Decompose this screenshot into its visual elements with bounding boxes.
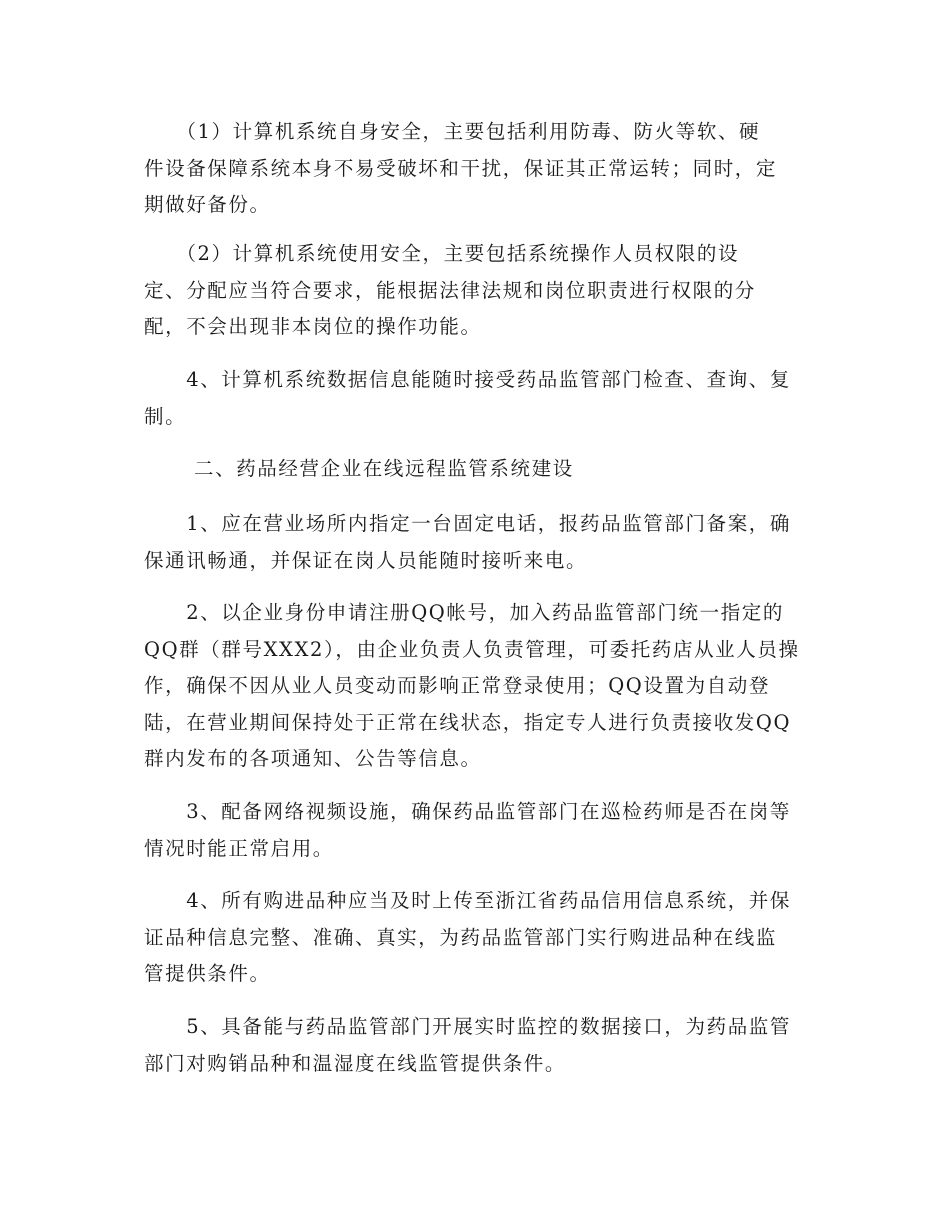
section-heading xyxy=(144,451,809,488)
text-line: 管提供条件。 xyxy=(144,962,271,985)
text-line: 保通讯畅通，并保证在岗人员能随时接听来电。 xyxy=(144,548,588,572)
text-line: 2、以企业身份申请注册QQ帐号，加入药品监管部门统一指定的 xyxy=(144,601,784,624)
text-line: 件设备保障系统本身不易受破坏和干扰，保证其正常运转；同时，定 xyxy=(144,156,778,180)
paragraph-video-equipment xyxy=(144,794,809,867)
text-line: 4、所有购进品种应当及时上传至浙江省药品信用信息系统，并保 xyxy=(144,889,792,912)
paragraph-data-inspection xyxy=(144,362,809,435)
text-line: 群内发布的各项通知、公告等信息。 xyxy=(144,747,482,770)
heading-line: 二、药品经营企业在线远程监管系统建设 xyxy=(144,457,574,480)
text-line: 证品种信息完整、准确、真实，为药品监管部门实行购进品种在线监 xyxy=(144,925,778,949)
text-line: 陆，在营业期间保持处于正常在线状态，指定专人进行负责接收发QQ xyxy=(144,710,792,734)
paragraph-fixed-telephone xyxy=(144,506,809,579)
text-line: QQ群（群号XXX2），由企业负责人负责管理，可委托药店从业人员操 xyxy=(144,637,800,661)
text-line: 部门对购销品种和温湿度在线监管提供条件。 xyxy=(144,1051,567,1075)
paragraph-data-interface xyxy=(144,1009,809,1082)
text-line: （1）计算机系统自身安全，主要包括利用防毒、防火等软、硬 xyxy=(144,120,761,143)
text-line: 期做好备份。 xyxy=(144,193,271,216)
text-line: 1、应在营业场所内指定一台固定电话，报药品监管部门备案，确 xyxy=(144,512,792,535)
paragraph-purchase-upload xyxy=(144,883,809,993)
text-line: （2）计算机系统使用安全，主要包括系统操作人员权限的设 xyxy=(144,242,740,265)
text-line: 3、配备网络视频设施，确保药品监管部门在巡检药师是否在岗等 xyxy=(144,800,792,823)
text-line: 4、计算机系统数据信息能随时接受药品监管部门检查、查询、复 xyxy=(144,368,792,391)
text-line: 制。 xyxy=(144,404,187,428)
text-line: 配，不会出现非本岗位的操作功能。 xyxy=(144,315,482,338)
paragraph-system-self-security xyxy=(144,114,809,224)
text-line: 情况时能正常启用。 xyxy=(144,836,334,860)
text-line: 定、分配应当符合要求，能根据法律法规和岗位职责进行权限的分 xyxy=(144,278,756,302)
text-line: 作，确保不因从业人员变动而影响正常登录使用；QQ设置为自动登 xyxy=(144,674,770,697)
text-line: 5、具备能与药品监管部门开展实时监控的数据接口，为药品监管 xyxy=(144,1015,792,1038)
paragraph-qq-registration xyxy=(144,595,809,778)
paragraph-system-usage-security xyxy=(144,236,809,346)
